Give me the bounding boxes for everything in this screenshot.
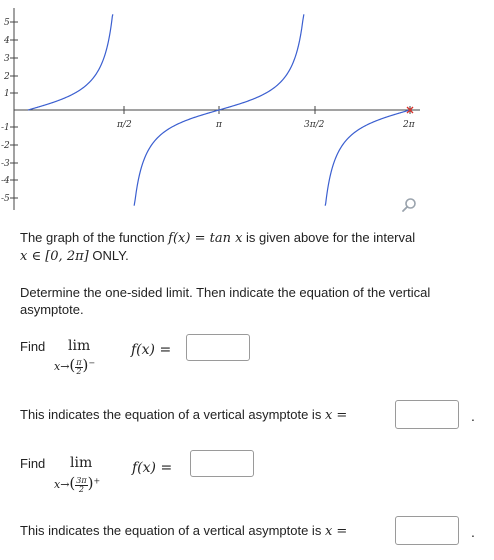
- y-tick-label: 4: [4, 36, 10, 46]
- function-label: f(x) =: [132, 460, 173, 476]
- asymptote-answer-input[interactable]: [395, 516, 459, 545]
- limit-operator: lim: [68, 338, 91, 354]
- instructions-line-1: Determine the one-sided limit. Then indicate the equation of the vertical: [20, 285, 431, 300]
- asymptote-text: This indicates the equation of a vertical asymptote is: [20, 407, 325, 422]
- x-tick-label: 2π: [403, 120, 415, 130]
- y-tick-label: -4: [1, 176, 10, 186]
- fraction-numerator: 3π: [76, 475, 87, 485]
- approach-var: x→: [54, 478, 70, 491]
- approach-var: x→: [54, 360, 70, 373]
- intro-suffix: is given above for the interval: [242, 230, 416, 245]
- asymptote-text: This indicates the equation of a vertical asymptote is: [20, 523, 325, 538]
- y-tick-label: 3: [4, 54, 10, 64]
- intro-line-2: [20, 247, 129, 265]
- x-tick-label: π/2: [117, 120, 132, 130]
- x-tick-label: π: [216, 120, 222, 130]
- asymptote-answer-input[interactable]: [395, 400, 459, 429]
- intro-line-1: [20, 229, 415, 247]
- limit-fraction: [75, 477, 87, 494]
- asymptote-variable: x =: [324, 408, 348, 423]
- intro-suffix-2: ONLY.: [88, 248, 129, 263]
- limit-fraction: [75, 359, 82, 376]
- asymptote-statement: [20, 406, 347, 424]
- limit-operator: lim: [70, 455, 93, 471]
- limit-side: +: [93, 476, 101, 486]
- x-tick-label: 3π/2: [304, 120, 325, 130]
- magnify-icon[interactable]: [401, 197, 417, 213]
- fraction-denominator: 2: [76, 366, 82, 376]
- sentence-period: .: [471, 408, 475, 424]
- find-label: Find: [20, 456, 46, 471]
- y-tick-label: 1: [4, 89, 10, 99]
- limit-subscript: x→( $\frac{3\pi}{2}$ )+: [54, 474, 101, 494]
- y-tick-label: -3: [1, 159, 10, 169]
- asymptote-statement: [20, 522, 347, 540]
- y-tick-label: 5: [4, 18, 10, 28]
- sentence-period: .: [471, 524, 475, 540]
- interval-expression: x ∈ [0, 2π]: [20, 249, 89, 264]
- y-tick-label: 2: [4, 72, 10, 82]
- tangent-graph: [0, 0, 494, 222]
- limit-answer-input[interactable]: [186, 334, 250, 361]
- tan-branch-right: [325, 110, 410, 206]
- find-label: Find: [20, 339, 46, 354]
- y-tick-label: -2: [1, 141, 10, 151]
- limit-subscript: x→( $\frac{\pi}{2}$ )−: [54, 356, 96, 376]
- instructions-line-2: asymptote.: [20, 302, 84, 317]
- asymptote-variable: x =: [324, 524, 348, 539]
- fraction-denominator: 2: [78, 484, 84, 494]
- limit-side: −: [88, 358, 96, 368]
- function-expression: f(x) = tan x: [168, 231, 243, 246]
- intro-prefix: The graph of the function: [20, 230, 169, 245]
- tan-branch-left: [28, 14, 113, 110]
- limit-answer-input[interactable]: [190, 450, 254, 477]
- y-tick-label: -1: [1, 123, 10, 133]
- fraction-numerator: π: [76, 357, 82, 367]
- function-label: f(x) =: [131, 342, 172, 358]
- y-tick-label: -5: [1, 194, 10, 204]
